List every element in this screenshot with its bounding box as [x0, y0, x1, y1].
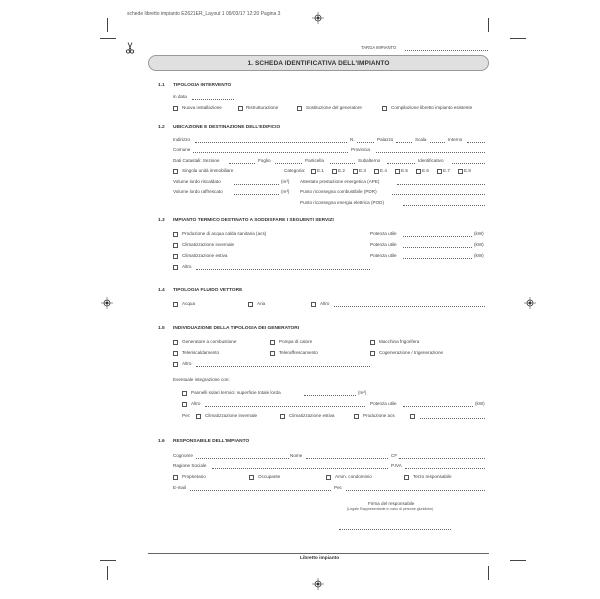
- pompa-calore-label: Pompa di calore: [279, 339, 313, 344]
- pod-field[interactable]: [403, 205, 485, 206]
- scala-label: Scala: [415, 137, 427, 142]
- volume-raffrescato-label: Volume lordo raffrescato: [173, 189, 223, 194]
- cf-label: CF: [391, 453, 398, 458]
- numero-field[interactable]: [357, 142, 374, 143]
- categoria-e7-label: E.7: [443, 168, 450, 173]
- registration-mark-bottom: [312, 578, 324, 590]
- clima-invernale-label: Climatizzazione invernale: [182, 242, 235, 247]
- comune-label: Comune: [173, 147, 191, 152]
- crop-mark: [488, 18, 489, 32]
- terzo-responsabile-label: Terzo responsabile: [413, 474, 452, 479]
- pdr-field[interactable]: [392, 194, 485, 195]
- ristrutturazione-label: Ristrutturazione: [246, 105, 279, 110]
- scissors-icon: [126, 42, 134, 54]
- per-extra-checkbox[interactable]: [410, 414, 415, 419]
- palazzo-field[interactable]: [396, 142, 412, 143]
- pannelli-solari-checkbox[interactable]: [182, 391, 187, 396]
- crop-mark: [510, 560, 526, 561]
- sezione-field[interactable]: [229, 163, 255, 164]
- macchina-frigorifera-label: Macchina frigorifera: [379, 339, 420, 344]
- compilazione-libretto-checkbox[interactable]: [382, 106, 387, 111]
- firma-sublabel: (Legale Rappresentante in caso di persone giuridiche): [347, 507, 434, 511]
- section-1-3-number: 1.3: [158, 218, 165, 223]
- crop-mark: [488, 566, 489, 580]
- sostituzione-generatore-checkbox[interactable]: [297, 106, 302, 111]
- fluido-altro-checkbox[interactable]: [311, 302, 316, 307]
- invernale-potenza-label: Potenza utile: [370, 242, 397, 247]
- crop-mark: [107, 566, 108, 580]
- per-invernale-label: Climatizzazione invernale: [205, 413, 258, 418]
- teleriscaldamento-checkbox[interactable]: [173, 351, 178, 356]
- proprietario-checkbox[interactable]: [173, 475, 178, 480]
- volume-raffrescato-unit: (m³): [281, 189, 290, 194]
- generatori-altro-label: Altro: [182, 361, 192, 366]
- pannelli-m2-unit: (m²): [358, 390, 367, 395]
- aria-checkbox[interactable]: [248, 302, 253, 307]
- volume-riscaldato-label: Volume lordo riscaldato: [173, 179, 221, 184]
- cogenerazione-label: Cogenerazione / trigenerazione: [379, 350, 444, 355]
- amm-condominio-label: Amm. condominio: [335, 474, 372, 479]
- categoria-e3-label: E.3: [359, 168, 366, 173]
- comune-field[interactable]: [193, 152, 348, 153]
- acs-potenza-field[interactable]: [403, 236, 472, 237]
- scala-field[interactable]: [430, 142, 445, 143]
- nuova-installazione-checkbox[interactable]: [173, 106, 178, 111]
- macchina-frigorifera-checkbox[interactable]: [370, 340, 375, 345]
- section-1-5-number: 1.5: [158, 326, 165, 331]
- section-1-1-number: 1.1: [158, 83, 165, 88]
- section-1-2-number: 1.2: [158, 125, 165, 130]
- ragione-sociale-field[interactable]: [212, 468, 388, 469]
- particella-field[interactable]: [330, 163, 355, 164]
- page-title: 1. SCHEDA IDENTIFICATIVA DELL'IMPIANTO: [247, 59, 390, 67]
- categoria-e6-checkbox[interactable]: [416, 169, 421, 174]
- fluido-altro-field[interactable]: [334, 306, 485, 307]
- footer-rule: [148, 553, 489, 554]
- singola-unita-label: Singola unità immobiliare: [182, 168, 234, 173]
- pod-label: Punto riconsegna energia elettrica (POD): [300, 200, 385, 205]
- file-info: schede libretto impianto E2621ER_Layout 1 09/03/17 12:20 Pagina 3: [127, 11, 281, 17]
- foglio-label: Foglio: [258, 158, 271, 163]
- section-1-1-title: TIPOLOGIA INTERVENTO: [173, 83, 232, 88]
- nome-field[interactable]: [306, 458, 388, 459]
- per-acs-label: Produzione acs: [363, 413, 395, 418]
- sostituzione-generatore-label: Sostituzione del generatore: [306, 105, 362, 110]
- firma-field[interactable]: [339, 529, 451, 530]
- per-label: Per:: [182, 413, 191, 418]
- cognome-label: Cognome: [173, 453, 193, 458]
- in-data-field[interactable]: [192, 99, 234, 100]
- integrazione-altro-checkbox[interactable]: [182, 402, 187, 407]
- integrazione-potenza-label: Potenza utile: [370, 401, 397, 406]
- categoria-e4-label: E.4: [380, 168, 387, 173]
- subalterno-field[interactable]: [387, 163, 415, 164]
- categoria-e1-label: E.1: [317, 168, 324, 173]
- pannelli-superficie-field[interactable]: [304, 395, 356, 396]
- firma-label: Firma del responsabile: [368, 501, 415, 506]
- categoria-e2-checkbox[interactable]: [332, 169, 337, 174]
- pdr-label: Punto riconsegna combustibile (PDR): [300, 189, 377, 194]
- occupante-checkbox[interactable]: [249, 475, 254, 480]
- invernale-kw-unit: (kW): [474, 242, 484, 247]
- section-title-bar: [148, 55, 489, 71]
- particella-label: Particella: [305, 158, 324, 163]
- categoria-e2-label: E.2: [338, 168, 345, 173]
- acs-kw-unit: (kW): [474, 231, 484, 236]
- acqua-checkbox[interactable]: [173, 302, 178, 307]
- occupante-label: Occupante: [258, 474, 281, 479]
- section-1-3-title: IMPIANTO TERMICO DESTINATO A SODDISFARE I SEGUENTI SERVIZI: [173, 218, 334, 223]
- interno-label: Interno: [448, 137, 463, 142]
- generatore-combustione-label: Generatore a combustione: [182, 339, 237, 344]
- acs-potenza-label: Potenza utile: [370, 231, 397, 236]
- fluido-altro-label: Altro: [320, 301, 330, 306]
- nuova-installazione-label: Nuova installazione: [182, 105, 222, 110]
- per-acs-checkbox[interactable]: [354, 414, 359, 419]
- clima-invernale-checkbox[interactable]: [173, 243, 178, 248]
- pec-label: Pec: [334, 485, 342, 490]
- teleraffrescamento-label: Teleraffrescamento: [279, 350, 318, 355]
- piva-label: P.IVA: [391, 463, 402, 468]
- volume-raffrescato-field[interactable]: [234, 194, 279, 195]
- subalterno-label: Subalterno: [358, 158, 381, 163]
- section-1-4-number: 1.4: [158, 288, 165, 293]
- targa-label: TARGA IMPIANTO: [361, 45, 397, 50]
- eventuale-integrazione-label: Eventuale integrazione con:: [173, 377, 230, 382]
- clima-estiva-checkbox[interactable]: [173, 254, 178, 259]
- volume-riscaldato-field[interactable]: [234, 184, 279, 185]
- crop-mark: [100, 38, 116, 39]
- teleraffrescamento-checkbox[interactable]: [270, 351, 275, 356]
- crop-mark: [510, 38, 526, 39]
- ristrutturazione-checkbox[interactable]: [238, 106, 243, 111]
- section-1-6-title: RESPONSABILE DELL'IMPIANTO: [173, 439, 250, 444]
- categoria-e3-checkbox[interactable]: [353, 169, 358, 174]
- registration-mark-top: [312, 12, 324, 24]
- piva-field[interactable]: [405, 468, 485, 469]
- dati-catastali-label: Dati Catastali: Sezione: [173, 158, 220, 163]
- generatori-altro-checkbox[interactable]: [173, 362, 178, 367]
- categoria-e4-checkbox[interactable]: [374, 169, 379, 174]
- estiva-potenza-field[interactable]: [403, 258, 472, 259]
- pec-field[interactable]: [346, 490, 485, 491]
- integrazione-kw-unit: (kW): [475, 401, 485, 406]
- integrazione-altro-label: Altro: [191, 401, 201, 406]
- terzo-responsabile-checkbox[interactable]: [404, 475, 409, 480]
- generatore-combustione-checkbox[interactable]: [173, 340, 178, 345]
- pompa-calore-checkbox[interactable]: [270, 340, 275, 345]
- numero-label: N.: [350, 137, 355, 142]
- footer-title: Libretto impianto: [300, 556, 340, 561]
- provincia-label: Provincia: [351, 147, 370, 152]
- estiva-kw-unit: (kW): [474, 253, 484, 258]
- section-1-6-number: 1.6: [158, 439, 165, 444]
- crop-mark: [107, 18, 108, 32]
- teleriscaldamento-label: Teleriscaldamento: [182, 350, 220, 355]
- per-invernale-checkbox[interactable]: [196, 414, 201, 419]
- categoria-e8-checkbox[interactable]: [458, 169, 463, 174]
- integrazione-potenza-field[interactable]: [403, 406, 473, 407]
- in-data-label: in data: [173, 94, 187, 99]
- cf-field[interactable]: [399, 458, 485, 459]
- email-field[interactable]: [190, 490, 331, 491]
- estiva-potenza-label: Potenza utile: [370, 253, 397, 258]
- compilazione-libretto-label: Compilazione libretto impianto esistente: [391, 105, 473, 110]
- acs-label: Produzione di acqua calda sanitaria (acs): [182, 231, 267, 236]
- acqua-label: Acqua: [182, 301, 196, 306]
- identificativo-label: Identificativo: [418, 158, 444, 163]
- per-extra-field[interactable]: [420, 418, 485, 419]
- volume-riscaldato-unit: (m³): [281, 179, 290, 184]
- clima-estiva-label: Climatizzazione estiva: [182, 253, 228, 258]
- registration-mark-left: [101, 297, 113, 309]
- section-1-2-title: UBICAZIONE E DESTINAZIONE DELL'EDIFICIO: [173, 125, 281, 130]
- invernale-potenza-field[interactable]: [403, 247, 472, 248]
- registration-mark-right: [524, 297, 536, 309]
- singola-unita-checkbox[interactable]: [173, 169, 178, 174]
- categoria-e7-checkbox[interactable]: [437, 169, 442, 174]
- ape-label: Attestato prestazione energetica (APE): [300, 179, 380, 184]
- targa-field[interactable]: [405, 50, 488, 51]
- servizi-altro-label: Altro: [182, 264, 192, 269]
- integrazione-altro-field[interactable]: [205, 406, 365, 407]
- categoria-e5-label: E.5: [401, 168, 408, 173]
- proprietario-label: Proprietario: [182, 474, 206, 479]
- categoria-e5-checkbox[interactable]: [395, 169, 400, 174]
- servizi-altro-field[interactable]: [196, 269, 370, 270]
- ragione-sociale-label: Ragione Sociale: [173, 463, 207, 468]
- amm-condominio-checkbox[interactable]: [326, 475, 331, 480]
- categoria-label: Categoria:: [284, 168, 306, 173]
- provincia-field[interactable]: [376, 152, 485, 153]
- email-label: E-mail: [173, 485, 187, 490]
- categoria-e6-label: E.6: [422, 168, 429, 173]
- nome-label: Nome: [290, 453, 303, 458]
- cognome-field[interactable]: [196, 458, 289, 459]
- identificativo-field[interactable]: [452, 163, 485, 164]
- pannelli-solari-label: Pannelli solari termici: superficie totale lorda: [191, 390, 281, 395]
- acs-checkbox[interactable]: [173, 232, 178, 237]
- foglio-field[interactable]: [275, 163, 302, 164]
- categoria-e1-checkbox[interactable]: [311, 169, 316, 174]
- indirizzo-label: Indirizzo: [173, 137, 191, 142]
- section-1-4-title: TIPOLOGIA FLUIDO VETTORE: [173, 288, 243, 293]
- per-estiva-label: Climatizzazione estiva: [289, 413, 335, 418]
- interno-field[interactable]: [467, 142, 485, 143]
- generatori-altro-field[interactable]: [196, 366, 370, 367]
- aria-label: Aria: [257, 301, 266, 306]
- cogenerazione-checkbox[interactable]: [370, 351, 375, 356]
- servizi-altro-checkbox[interactable]: [173, 265, 178, 270]
- indirizzo-field[interactable]: [195, 142, 347, 143]
- per-estiva-checkbox[interactable]: [280, 414, 285, 419]
- palazzo-label: Palazzo: [377, 137, 394, 142]
- section-1-5-title: INDIVIDUAZIONE DELLA TIPOLOGIA DEI GENERATORI: [173, 326, 300, 331]
- categoria-e8-label: E.8: [464, 168, 471, 173]
- crop-mark: [100, 560, 116, 561]
- ape-field[interactable]: [397, 184, 485, 185]
